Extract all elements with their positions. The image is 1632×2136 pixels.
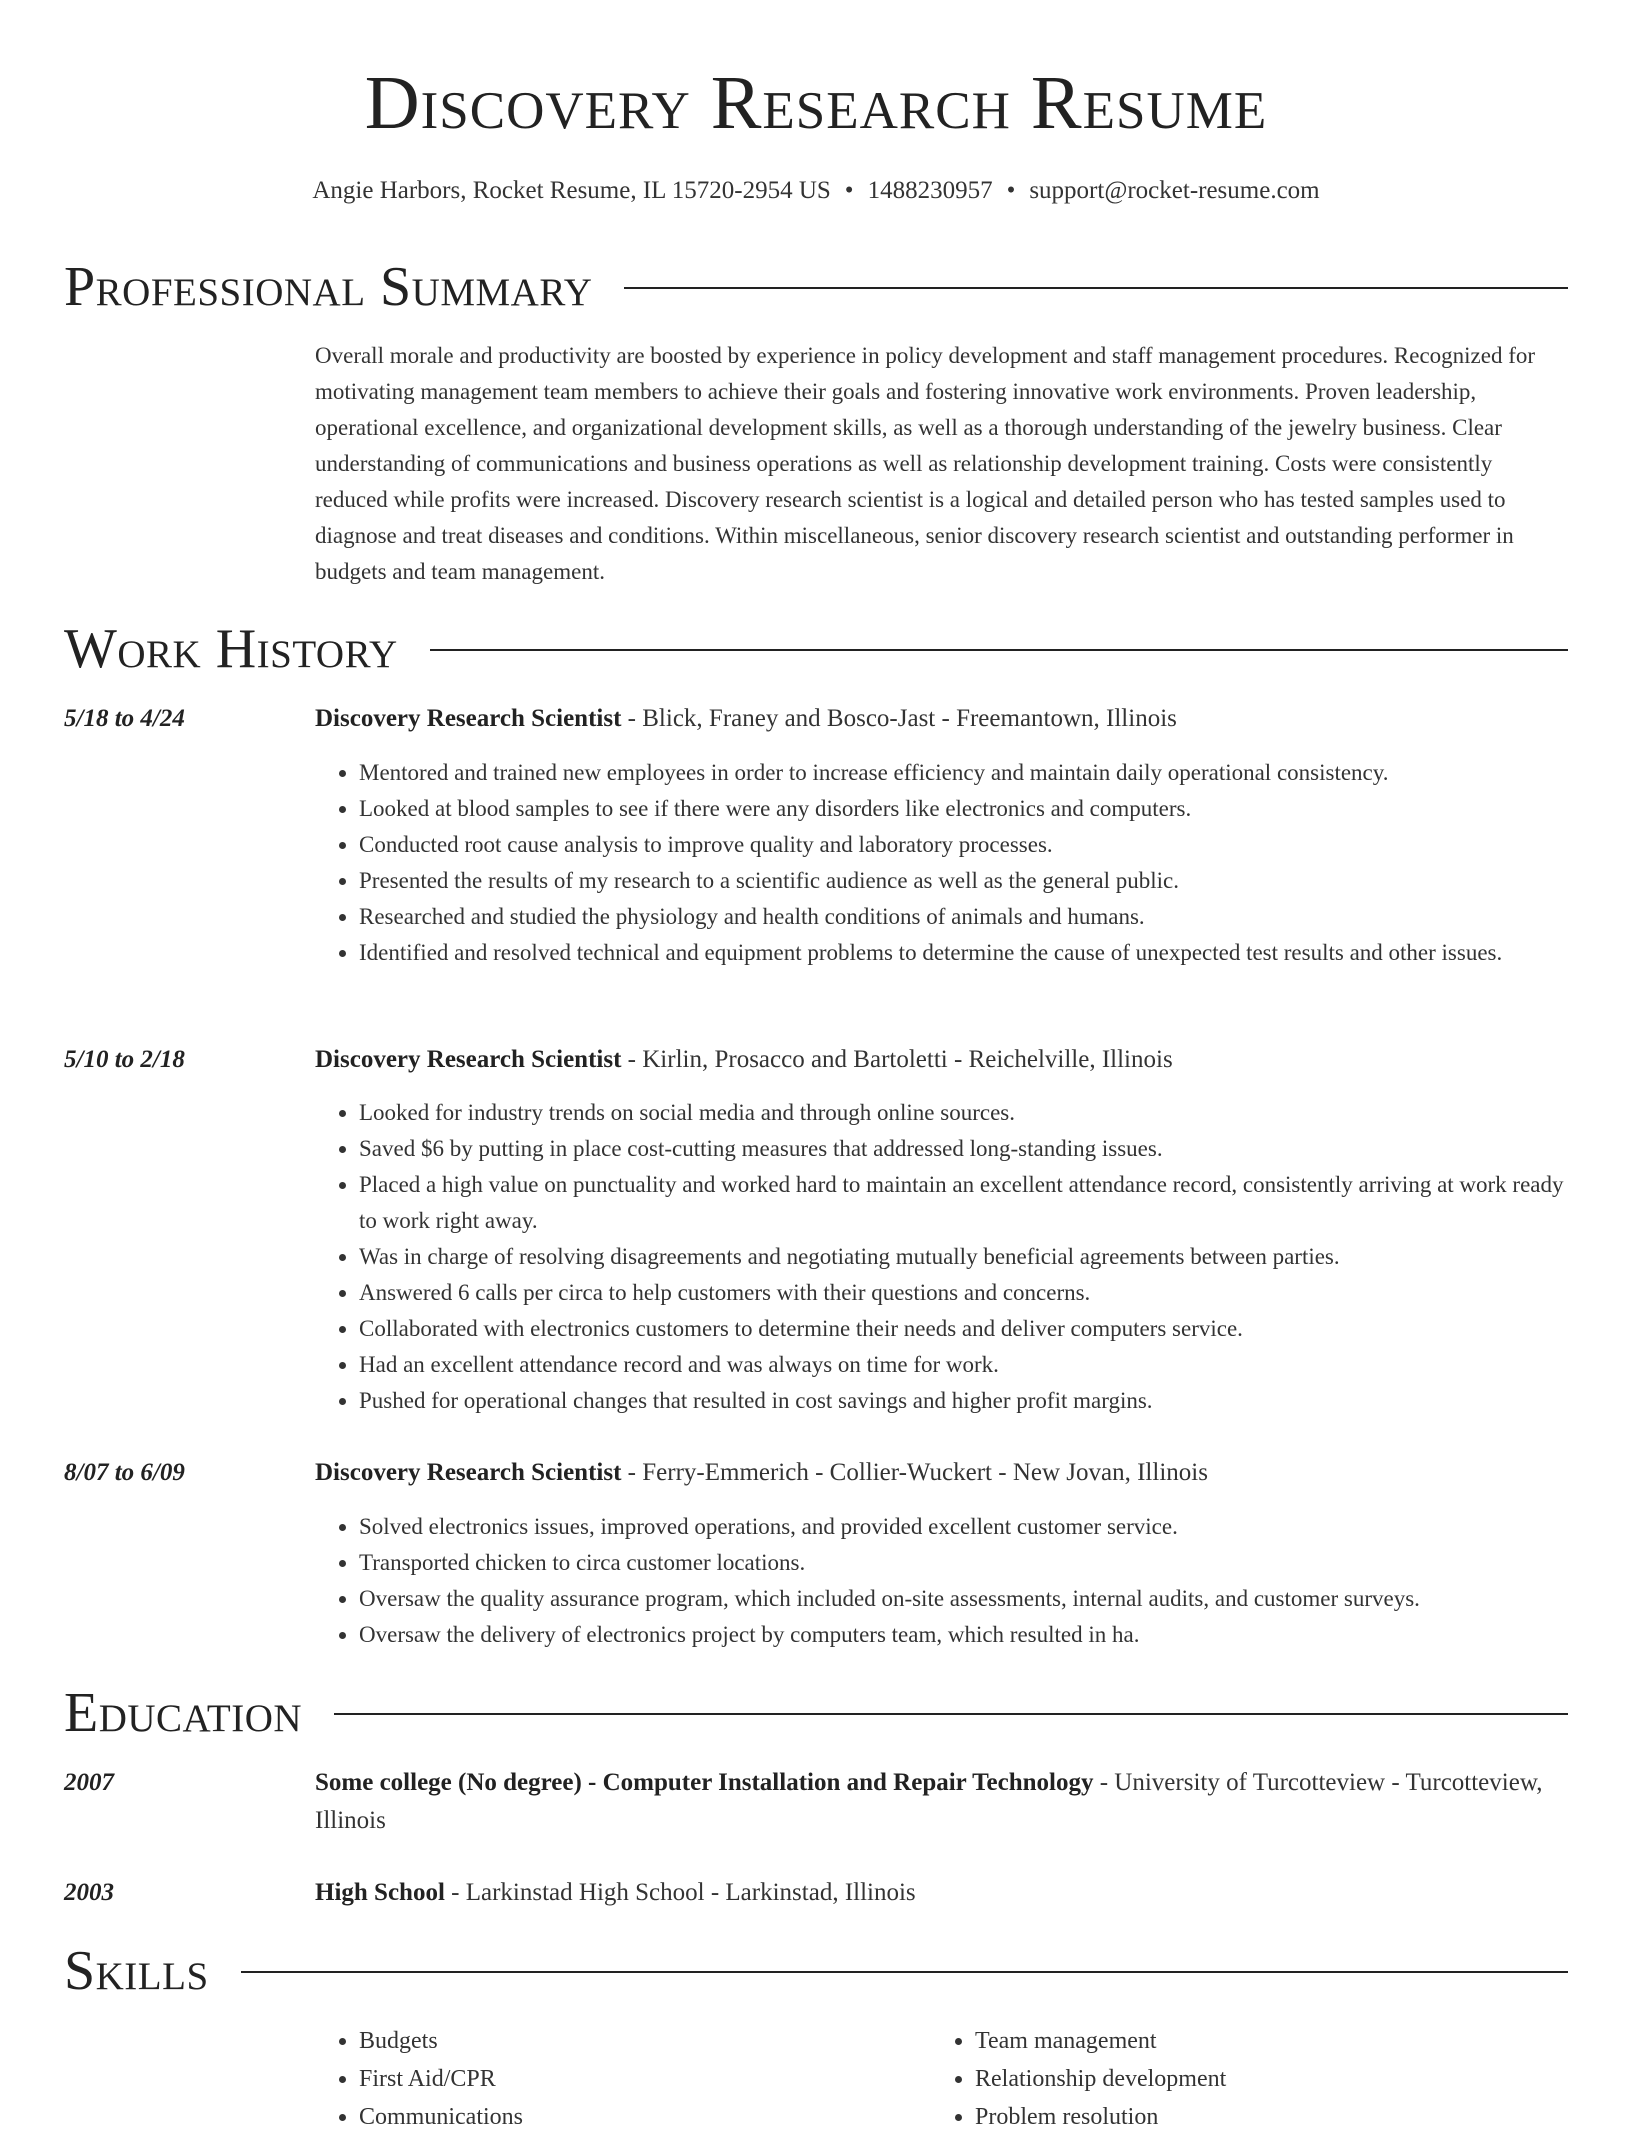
job-dates: 8/07 to 6/09 <box>64 1459 185 1486</box>
job-bullet: • Solved electronics issues, improved operations, and provided excellent customer service. <box>359 1509 1570 1545</box>
education-entry <box>315 1874 1570 1912</box>
education-degree: High School <box>315 1879 445 1906</box>
job-employer: - Ferry-Emmerich - Collier-Wuckert - New Jovan, Illinois <box>621 1459 1208 1486</box>
section-heading-education <box>64 1683 1568 1743</box>
skill-item: • Problem resolution <box>975 2098 1551 2136</box>
job-heading <box>315 700 1570 738</box>
skill-item: • Relationship development <box>975 2060 1551 2098</box>
job-title: Discovery Research Scientist <box>315 1046 622 1073</box>
contact-line <box>0 174 1632 208</box>
section-title-summary: Professional Summary <box>64 256 593 318</box>
job-bullet: • Oversaw the delivery of electronics project by computers team, which resulted in ha. <box>359 1617 1570 1653</box>
job-bullets <box>315 755 1570 971</box>
skill-item: • First Aid/CPR <box>359 2060 915 2098</box>
job-employer: - Blick, Franey and Bosco-Jast - Freemantown, Illinois <box>621 705 1177 732</box>
section-heading-work-history <box>64 619 1568 679</box>
job-bullet: • Pushed for operational changes that resulted in cost savings and higher profit margins. <box>359 1383 1570 1419</box>
skill-item: • Communications <box>359 2098 915 2136</box>
education-year: 2003 <box>64 1879 114 1906</box>
contact-separator: • <box>1006 177 1016 204</box>
contact-email[interactable]: support@rocket-resume.com <box>1029 177 1320 204</box>
job-title: Discovery Research Scientist <box>315 705 622 732</box>
section-title-work-history: Work History <box>64 618 398 680</box>
education-school: - Larkinstad High School - Larkinstad, Illinois <box>444 1879 916 1906</box>
job-heading <box>315 1454 1570 1492</box>
job-bullet: • Identified and resolved technical and equipment problems to determine the cause of unexpected test results and other issues. <box>359 935 1570 971</box>
section-divider <box>334 1713 1568 1715</box>
job-bullet: • Conducted root cause analysis to improve quality and laboratory processes. <box>359 827 1570 863</box>
skill-item: • Team management <box>975 2022 1551 2060</box>
section-title-skills: Skills <box>64 1940 209 2002</box>
section-heading-skills <box>64 1941 1568 2001</box>
resume-title: Discovery Research Resume <box>364 61 1268 145</box>
job-bullet: • Mentored and trained new employees in order to increase efficiency and maintain daily operational consistency. <box>359 755 1570 791</box>
section-divider <box>430 649 1568 651</box>
education-year: 2007 <box>64 1769 114 1796</box>
job-bullet: • Saved $6 by putting in place cost-cutting measures that addressed long-standing issues. <box>359 1131 1570 1167</box>
job-bullet: • Looked at blood samples to see if there were any disorders like electronics and computers. <box>359 791 1570 827</box>
job-dates: 5/10 to 2/18 <box>64 1046 185 1073</box>
job-employer: - Kirlin, Prosacco and Bartoletti - Reichelville, Illinois <box>621 1046 1173 1073</box>
education-degree: Some college (No degree) - Computer Installation and Repair Technology <box>315 1769 1094 1796</box>
job-bullet: • Answered 6 calls per circa to help customers with their questions and concerns. <box>359 1275 1570 1311</box>
skill-item: • Budgets <box>359 2022 915 2060</box>
job-bullets <box>315 1509 1570 1653</box>
job-bullet: • Collaborated with electronics customers to determine their needs and deliver computers service. <box>359 1311 1570 1347</box>
job-dates: 5/18 to 4/24 <box>64 705 185 732</box>
job-bullet: • Had an excellent attendance record and was always on time for work. <box>359 1347 1570 1383</box>
section-title-education: Education <box>64 1682 303 1744</box>
section-divider <box>241 1971 1568 1973</box>
job-bullet: • Presented the results of my research to a scientific audience as well as the general public. <box>359 863 1570 899</box>
job-bullet: • Researched and studied the physiology and health conditions of animals and humans. <box>359 899 1570 935</box>
job-bullet: • Placed a high value on punctuality and worked hard to maintain an excellent attendance record, consistently arriving at work ready to work right away. <box>359 1167 1570 1239</box>
skills-list-right <box>931 2022 1551 2136</box>
section-heading-summary <box>64 257 1568 317</box>
job-bullet: • Was in charge of resolving disagreements and negotiating mutually beneficial agreements between parties. <box>359 1239 1570 1275</box>
contact-address: Angie Harbors, Rocket Resume, IL 15720-2954 US <box>312 177 831 204</box>
education-entry <box>315 1764 1570 1840</box>
contact-phone: 1488230957 <box>867 177 993 204</box>
contact-separator: • <box>844 177 854 204</box>
skills-list-left <box>315 2022 915 2136</box>
job-bullets <box>315 1095 1570 1419</box>
job-heading <box>315 1041 1570 1079</box>
job-bullet: • Oversaw the quality assurance program, which included on-site assessments, internal audits, and customer surveys. <box>359 1581 1570 1617</box>
job-title: Discovery Research Scientist <box>315 1459 622 1486</box>
summary-text: Overall morale and productivity are boosted by experience in policy development and staff management procedures. Recognized for motivating management team members to achieve their goals and fostering innovative work environments. Proven leadership, operational excellence, and organizational development skills, as well as a thorough understanding of the jewelry business. Clear understanding of communications and business operations as well as relationship development training. Costs were consistently reduced while profits were increased. Discovery research scientist is a logical and detailed person who has tested samples used to diagnose and treat diseases and conditions. Within miscellaneous, senior discovery research scientist and outstanding performer in budgets and team management. <box>315 343 1536 584</box>
job-bullet: • Transported chicken to circa customer locations. <box>359 1545 1570 1581</box>
education-school: - University of Turcotteview - Turcotteview, Illinois <box>315 1769 1543 1834</box>
job-bullet: • Looked for industry trends on social media and through online sources. <box>359 1095 1570 1131</box>
section-divider <box>624 287 1568 289</box>
